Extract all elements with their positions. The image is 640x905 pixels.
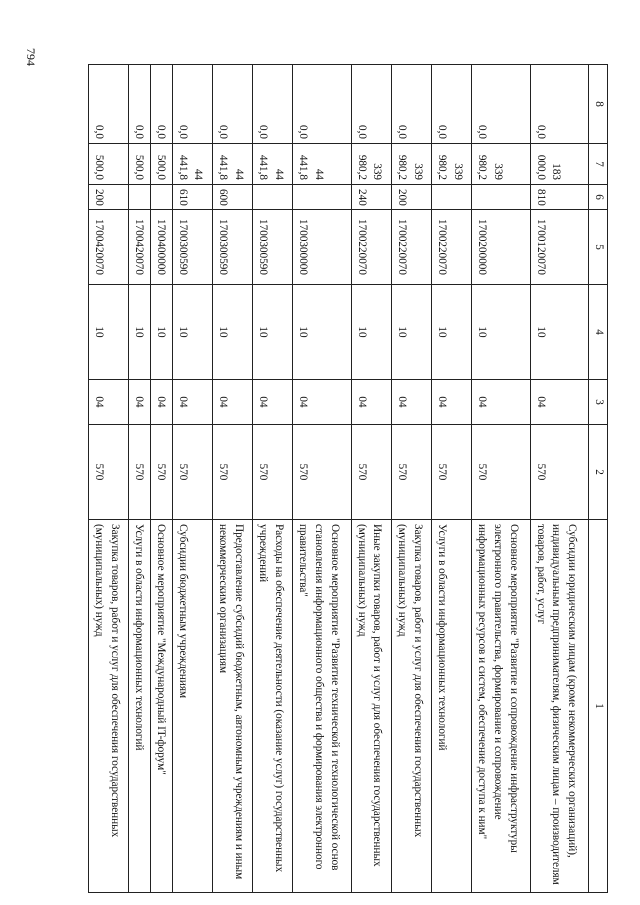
cell-col-8: 0,0: [472, 65, 530, 144]
cell-col-2: 570: [472, 425, 530, 520]
budget-table: [88, 64, 608, 893]
cell-col-5: 1700220070: [391, 210, 431, 285]
cell-col-6: [151, 185, 173, 210]
cell-col-6: [129, 185, 151, 210]
cell-col-4: 10: [253, 285, 293, 380]
cell-col-4: 10: [213, 285, 253, 380]
cell-col-6: 240: [351, 185, 391, 210]
cell-col-2: 570: [253, 425, 293, 520]
cell-col-2: 570: [351, 425, 391, 520]
cell-col-8: 0,0: [129, 65, 151, 144]
cell-col-1-name: Субсидии бюджетным учреждениям: [172, 520, 212, 893]
cell-col-2: 570: [293, 425, 351, 520]
cell-col-3: 04: [89, 380, 129, 425]
cell-col-7: 183 000,0: [530, 144, 588, 185]
cell-col-7: 44 441,8: [293, 144, 351, 185]
cell-col-2: 570: [129, 425, 151, 520]
header-col-6: 6: [589, 185, 608, 210]
table-body: [89, 65, 589, 893]
table-row: [253, 65, 293, 893]
cell-col-7: 500,0: [89, 144, 129, 185]
header-col-3: 3: [589, 380, 608, 425]
cell-col-6: [472, 185, 530, 210]
cell-col-4: 10: [530, 285, 588, 380]
cell-col-5: 1700300590: [253, 210, 293, 285]
cell-col-4: 10: [391, 285, 431, 380]
cell-col-3: 04: [530, 380, 588, 425]
table-row: [530, 65, 588, 893]
header-col-5: 5: [589, 210, 608, 285]
cell-col-1-name: Закупка товаров, работ и услуг для обеспечения государственных (муниципальных) нужд: [89, 520, 129, 893]
cell-col-8: 0,0: [432, 65, 472, 144]
cell-col-2: 570: [151, 425, 173, 520]
cell-col-5: 1700300590: [213, 210, 253, 285]
budget-table-sheet: [88, 64, 608, 892]
cell-col-5: 1700420070: [129, 210, 151, 285]
cell-col-7: 44 441,8: [213, 144, 253, 185]
cell-col-2: 570: [213, 425, 253, 520]
cell-col-7: 339 980,2: [472, 144, 530, 185]
cell-col-7: 44 441,8: [253, 144, 293, 185]
cell-col-8: 0,0: [530, 65, 588, 144]
cell-col-3: 04: [253, 380, 293, 425]
cell-col-3: 04: [172, 380, 212, 425]
table-row: [129, 65, 151, 893]
cell-col-4: 10: [351, 285, 391, 380]
cell-col-2: 570: [172, 425, 212, 520]
cell-col-5: 1700200000: [472, 210, 530, 285]
cell-col-8: 0,0: [89, 65, 129, 144]
cell-col-6: [253, 185, 293, 210]
table-row: [293, 65, 351, 893]
cell-col-1-name: Предоставление субсидий бюджетным, автономным учреждениям и иным некоммерческим организациям: [213, 520, 253, 893]
cell-col-6: 200: [391, 185, 431, 210]
cell-col-1-name: Основное мероприятие "Развитие технической и технологической основ становления информационного общества и формирования электронного правительства": [293, 520, 351, 893]
cell-col-8: 0,0: [172, 65, 212, 144]
header-col-7: 7: [589, 144, 608, 185]
header-col-1: 1: [589, 520, 608, 893]
cell-col-4: 10: [151, 285, 173, 380]
cell-col-3: 04: [432, 380, 472, 425]
table-row: [351, 65, 391, 893]
cell-col-6: 200: [89, 185, 129, 210]
cell-col-3: 04: [213, 380, 253, 425]
cell-col-1-name: Иные закупки товаров, работ и услуг для обеспечения государственных (муниципальных) нужд: [351, 520, 391, 893]
cell-col-3: 04: [151, 380, 173, 425]
cell-col-6: 600: [213, 185, 253, 210]
cell-col-6: [293, 185, 351, 210]
header-col-8: 8: [589, 65, 608, 144]
cell-col-7: 339 980,2: [351, 144, 391, 185]
cell-col-8: 0,0: [391, 65, 431, 144]
table-row: [472, 65, 530, 893]
cell-col-8: 0,0: [151, 65, 173, 144]
cell-col-7: 339 980,2: [432, 144, 472, 185]
cell-col-6: 610: [172, 185, 212, 210]
cell-col-8: 0,0: [253, 65, 293, 144]
table-row: [89, 65, 129, 893]
cell-col-2: 570: [391, 425, 431, 520]
cell-col-5: 1700120070: [530, 210, 588, 285]
cell-col-3: 04: [351, 380, 391, 425]
cell-col-3: 04: [472, 380, 530, 425]
cell-col-3: 04: [391, 380, 431, 425]
cell-col-2: 570: [89, 425, 129, 520]
table-row: [391, 65, 431, 893]
header-row: [589, 65, 608, 893]
cell-col-6: [432, 185, 472, 210]
cell-col-1-name: Расходы на обеспечение деятельности (оказание услуг) государственных учреждений: [253, 520, 293, 893]
header-col-2: 2: [589, 425, 608, 520]
cell-col-2: 570: [432, 425, 472, 520]
cell-col-6: 810: [530, 185, 588, 210]
cell-col-3: 04: [129, 380, 151, 425]
header-col-4: 4: [589, 285, 608, 380]
cell-col-1-name: Субсидии юридическим лицам (кроме некоммерческих организаций), индивидуальным предпринимателям, физическим лицам – производителям товаров, работ, услуг: [530, 520, 588, 893]
cell-col-4: 10: [89, 285, 129, 380]
cell-col-8: 0,0: [213, 65, 253, 144]
cell-col-1-name: Основное мероприятие "Развитие и сопровождение инфраструктуры электронного правительства, формирование и сопровождение информационных ресурсов и систем, обеспечение доступа к ним": [472, 520, 530, 893]
cell-col-5: 1700300590: [172, 210, 212, 285]
cell-col-1-name: Закупка товаров, работ и услуг для обеспечения государственных (муниципальных) нужд: [391, 520, 431, 893]
page-number: 794: [24, 48, 38, 66]
cell-col-5: 1700300000: [293, 210, 351, 285]
cell-col-7: 500,0: [151, 144, 173, 185]
cell-col-7: 339 980,2: [391, 144, 431, 185]
cell-col-4: 10: [172, 285, 212, 380]
cell-col-1-name: Услуги в области информационных технологий: [129, 520, 151, 893]
cell-col-3: 04: [293, 380, 351, 425]
cell-col-7: 500,0: [129, 144, 151, 185]
cell-col-2: 570: [530, 425, 588, 520]
cell-col-8: 0,0: [351, 65, 391, 144]
cell-col-5: 1700400000: [151, 210, 173, 285]
cell-col-5: 1700420070: [89, 210, 129, 285]
cell-col-4: 10: [129, 285, 151, 380]
table-row: [172, 65, 212, 893]
cell-col-4: 10: [432, 285, 472, 380]
cell-col-8: 0,0: [293, 65, 351, 144]
cell-col-1-name: Основное мероприятие "Международный IT-форум": [151, 520, 173, 893]
cell-col-4: 10: [293, 285, 351, 380]
table-row: [432, 65, 472, 893]
table-row: [151, 65, 173, 893]
cell-col-5: 1700220070: [351, 210, 391, 285]
cell-col-5: 1700220070: [432, 210, 472, 285]
cell-col-7: 44 441,8: [172, 144, 212, 185]
table-row: [213, 65, 253, 893]
cell-col-4: 10: [472, 285, 530, 380]
cell-col-1-name: Услуги в области информационных технологий: [432, 520, 472, 893]
